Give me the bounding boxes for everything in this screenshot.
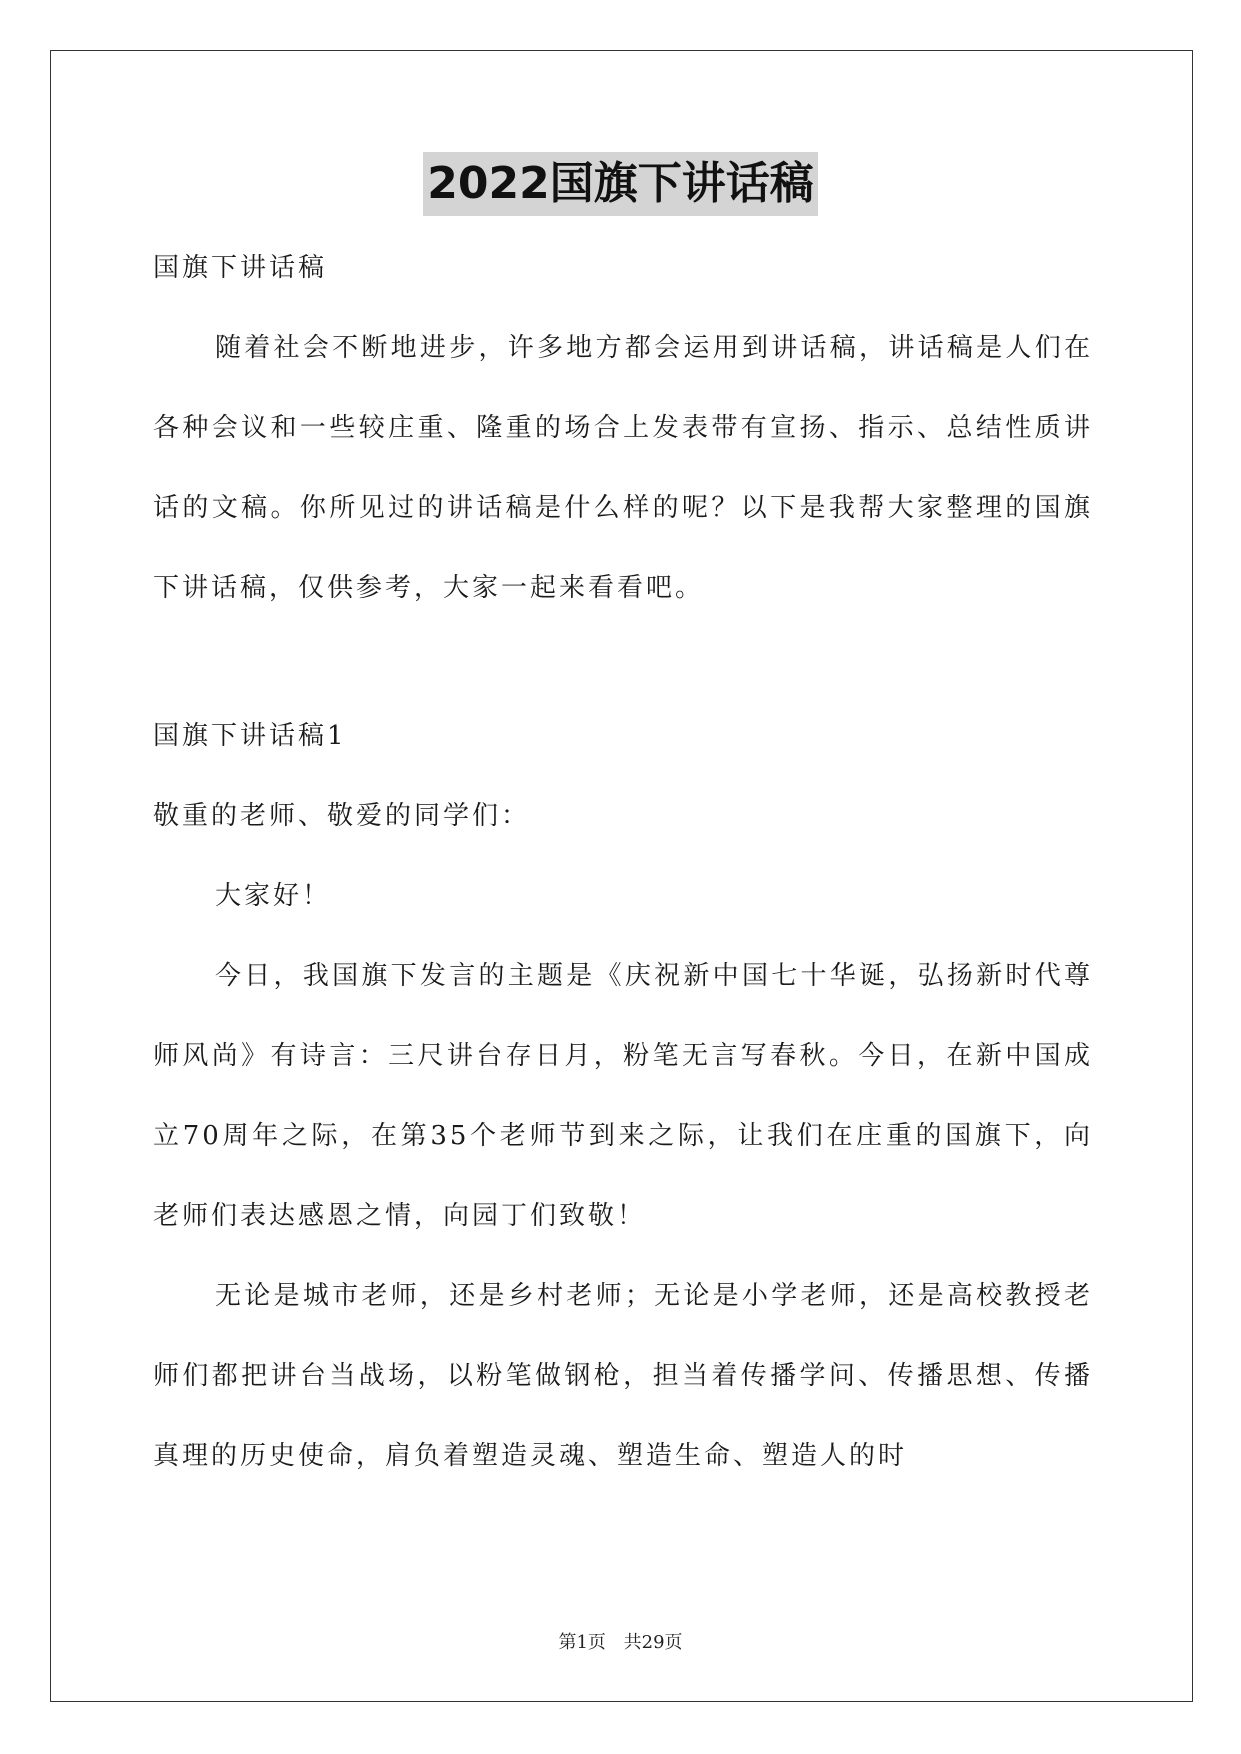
title-container bbox=[0, 152, 1241, 216]
section-heading-1: 国旗下讲话稿1 bbox=[153, 721, 347, 751]
intro-paragraph: 随着社会不断地进步，许多地方都会运用到讲话稿，讲话稿是人们在各种会议和一些较庄重、隆重的场合上发表带有宣扬、指示、总结性质讲话的文稿。你所见过的讲话稿是什么样的呢？以下是我帮大家整理的国旗下讲话稿，仅供参考，大家一起来看看吧。 bbox=[153, 333, 1093, 603]
page-number: 第1页 bbox=[558, 1632, 606, 1653]
page-total: 共29页 bbox=[623, 1632, 683, 1653]
body-paragraph: 今日，我国旗下发言的主题是《庆祝新中国七十华诞，弘扬新时代尊师风尚》有诗言：三尺讲台存日月，粉笔无言写春秋。今日，在新中国成立70周年之际，在第35个老师节到来之际，让我们在庄重的国旗下，向老师们表达感恩之情，向园丁们致敬！ bbox=[153, 961, 1093, 1231]
document-title: 2022国旗下讲话稿 bbox=[423, 152, 817, 216]
document-body bbox=[153, 228, 1093, 1496]
section-heading: 国旗下讲话稿 bbox=[153, 253, 328, 283]
body-paragraph: 无论是城市老师，还是乡村老师；无论是小学老师，还是高校教授老师们都把讲台当战场，以粉笔做钢枪，担当着传播学问、传播思想、传播真理的历史使命，肩负着塑造灵魂、塑造生命、塑造人的时 bbox=[153, 1281, 1093, 1471]
page-footer bbox=[0, 1628, 1241, 1654]
greeting: 大家好！ bbox=[215, 881, 332, 911]
salutation: 敬重的老师、敬爱的同学们： bbox=[153, 801, 531, 831]
